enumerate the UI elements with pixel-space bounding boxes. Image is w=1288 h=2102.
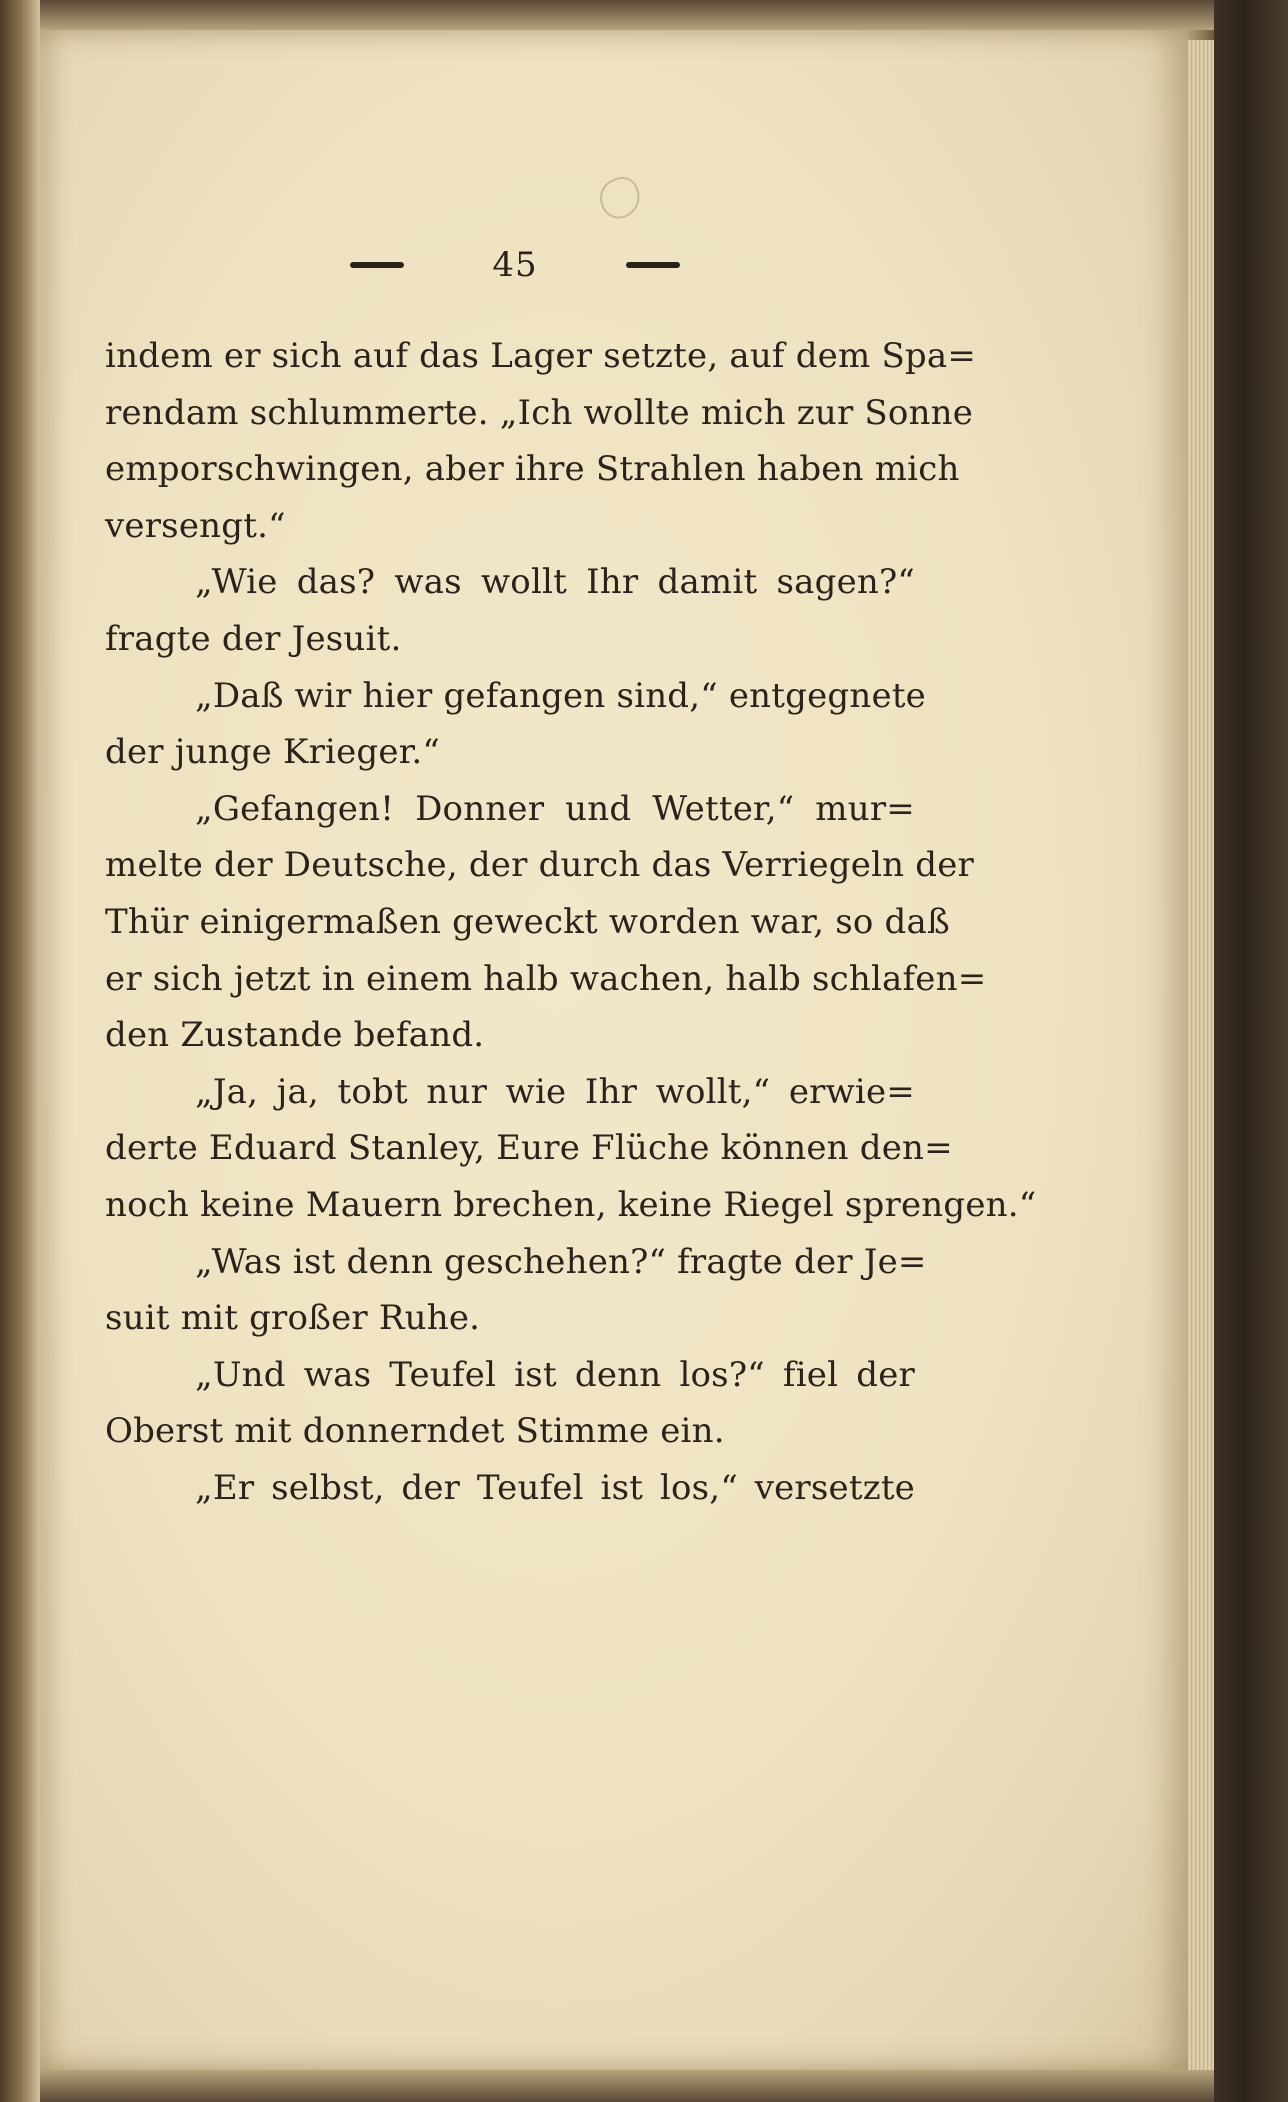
text-line: Thür einigermaßen geweckt worden war, so daß xyxy=(105,901,950,942)
text-line: melte der Deutsche, der durch das Verriegeln der xyxy=(105,845,974,886)
header-left-dash xyxy=(350,262,404,268)
text-line: fragte der Jesuit. xyxy=(105,618,402,659)
page-header xyxy=(350,235,680,295)
text-line: Oberst mit donnerndet Stimme ein. xyxy=(105,1411,725,1452)
text-line: „Und was Teufel ist denn los?“ fiel der xyxy=(195,1354,915,1395)
body-text xyxy=(105,328,1037,1516)
text-line: emporschwingen, aber ihre Strahlen haben mich xyxy=(105,449,960,490)
text-line: „Gefangen! Donner und Wetter,“ mur= xyxy=(195,788,915,829)
text-line: den Zustande befand. xyxy=(105,1015,485,1056)
text-line: noch keine Mauern brechen, keine Riegel sprengen.“ xyxy=(105,1184,1037,1225)
text-line: versengt.“ xyxy=(105,505,286,546)
page-number: 45 xyxy=(492,245,538,285)
text-line: „Was ist denn geschehen?“ fragte der Je= xyxy=(195,1241,927,1282)
cover-right-edge xyxy=(1214,0,1288,2102)
cover-bottom-edge xyxy=(40,2070,1214,2102)
text-line: „Ja, ja, tobt nur wie Ihr wollt,“ erwie= xyxy=(195,1071,915,1112)
text-line: „Er selbst, der Teufel ist los,“ versetzte xyxy=(195,1467,915,1508)
text-line: „Daß wir hier gefangen sind,“ entgegnete xyxy=(195,675,926,716)
text-line: suit mit großer Ruhe. xyxy=(105,1298,481,1339)
text-line: rendam schlummerte. „Ich wollte mich zur Sonne xyxy=(105,392,974,433)
text-line: indem er sich auf das Lager setzte, auf dem Spa= xyxy=(105,336,977,376)
text-line: er sich jetzt in einem halb wachen, halb schlafen= xyxy=(105,958,987,999)
text-line: der junge Krieger.“ xyxy=(105,732,441,773)
header-right-dash xyxy=(626,262,680,268)
cover-top-edge xyxy=(40,0,1214,30)
page-stack-edge xyxy=(1188,40,1214,2070)
text-line: derte Eduard Stanley, Eure Flüche können den= xyxy=(105,1128,953,1169)
left-binding xyxy=(0,0,40,2102)
text-line: „Wie das? was wollt Ihr damit sagen?“ xyxy=(195,562,915,603)
